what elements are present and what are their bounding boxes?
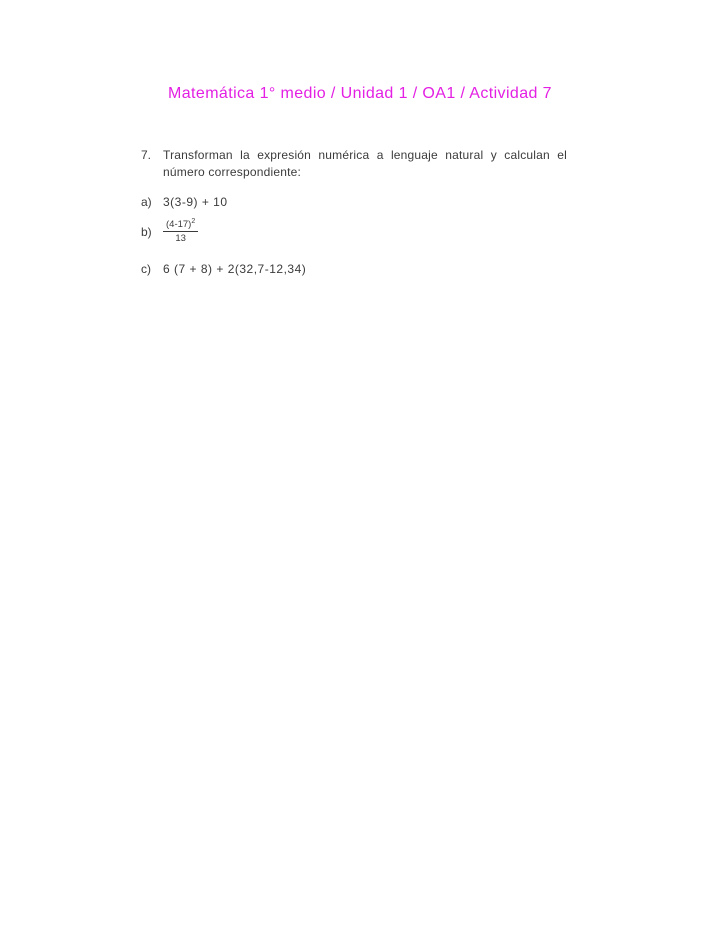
- exercise-number: 7.: [141, 148, 152, 162]
- exercise-7: [141, 147, 581, 276]
- sub-item-c-label: c): [141, 262, 151, 276]
- exercise-statement-row: [141, 147, 581, 181]
- fraction-denominator: 13: [175, 233, 186, 244]
- sub-item-b: [141, 219, 198, 244]
- fraction-numerator: [163, 219, 198, 232]
- sub-item-a: [141, 195, 228, 209]
- fraction-exponent: 2: [191, 217, 196, 225]
- sub-item-b-label: b): [141, 224, 152, 239]
- sub-item-c: [141, 262, 306, 276]
- sub-item-b-fraction: [163, 219, 198, 244]
- exercise-statement: Transforman la expresión numérica a lenguaje natural y calculan el número correspondiente:: [163, 148, 567, 179]
- sub-item-c-expression: 6 (7 + 8) + 2(32,7-12,34): [163, 262, 307, 276]
- fraction-numerator-base: (4-17): [166, 219, 192, 230]
- page-title: Matemática 1° medio / Unidad 1 / OA1 / Actividad 7: [168, 85, 552, 102]
- sub-item-a-expression: 3(3-9) + 10: [163, 195, 228, 209]
- sub-item-a-label: a): [141, 195, 152, 209]
